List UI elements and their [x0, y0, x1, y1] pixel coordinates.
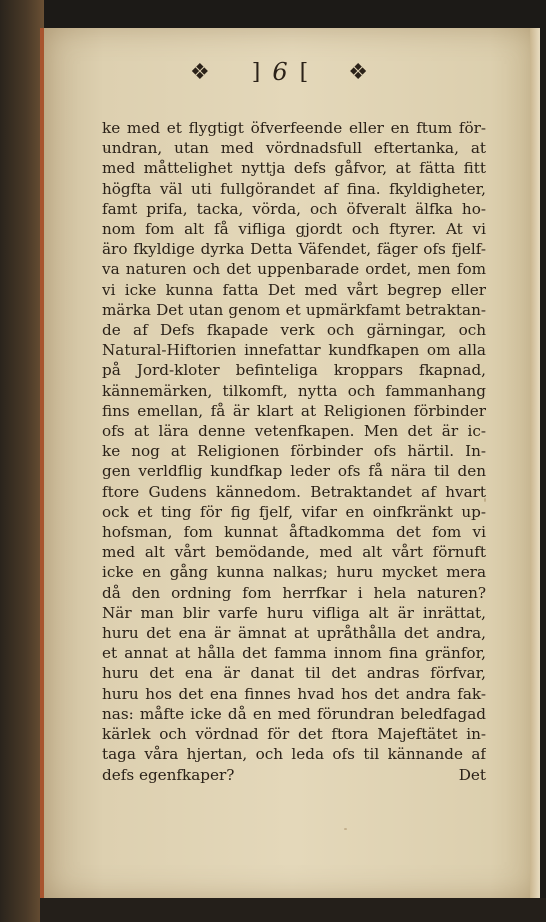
text-line: Natural-Hiftorien innefattar kundfkapen om alla [102, 341, 486, 360]
text-line: huru hos det ena finnes hvad hos det andra fak- [102, 684, 486, 703]
page-number-group [252, 58, 308, 86]
text-line: ke nog at Religionen förbinder ofs härtil. In- [102, 442, 486, 461]
page-number: 6 [272, 58, 288, 86]
text-line: famt prifa, tacka, vörda, och öfveralt älfka ho- [102, 199, 486, 218]
bracket-right: [ [299, 59, 309, 85]
text-line: kärlek och vördnad för det ftora Majeftätet in- [102, 725, 486, 744]
text-line: taga våra hjertan, och leda ofs til kännande af [102, 745, 486, 764]
paper-fleck [344, 828, 347, 830]
text-line: de af Defs fkapade verk och gärningar, och [102, 321, 486, 340]
text-line: nas: måfte icke då en med förundran beledfagad [102, 704, 486, 723]
book-binding [0, 0, 44, 922]
text-line: med måttelighet nyttja defs gåfvor, at fätta fitt [102, 159, 486, 178]
catchword: Det [458, 765, 486, 784]
text-line: då den ordning fom herrfkar i hela naturen? [102, 583, 486, 602]
text-line: ofs at lära denne vetenfkapen. Men det är ic- [102, 422, 486, 441]
text-line: med alt vårt bemödande, med alt vårt förnuft [102, 543, 486, 562]
text-line: undran, utan med vördnadsfull eftertanka, at [102, 139, 486, 158]
text-line: va naturen och det uppenbarade ordet, men fom [102, 260, 486, 279]
ornament-left-icon: ❖ [190, 59, 212, 85]
text-line: hofsman, fom kunnat åftadkomma det fom vi [102, 523, 486, 542]
text-line: ftore Gudens kännedom. Betraktandet af hvart [102, 482, 486, 501]
text-line: kännemärken, tilkomft, nytta och fammanhang [102, 381, 486, 400]
text-line: huru det ena är ämnat at upråthålla det andra, [102, 624, 486, 643]
text-line: När man blir varfe huru vifliga alt är inrättat, [102, 603, 486, 622]
body-text [102, 118, 486, 785]
text-line: märka Det utan genom et upmärkfamt betraktan- [102, 300, 486, 319]
ornament-right-icon: ❖ [348, 59, 370, 85]
page-edge [530, 28, 540, 898]
text-line: huru det ena är danat til det andras förfvar, [102, 664, 486, 683]
text-line: högfta väl uti fullgörandet af fina. fkyldigheter, [102, 179, 486, 198]
bracket-left: ] [251, 59, 261, 85]
text-line: vi icke kunna fatta Det med vårt begrep eller [102, 280, 486, 299]
scan-bottom-shadow [40, 898, 546, 922]
text-line: ke med et flygtigt öfverfeende eller en ftum för- [102, 119, 486, 137]
text-line: på Jord-kloter befinteliga kroppars fkapnad, [102, 361, 486, 380]
text-line: äro fkyldige dyrka Detta Väfendet, fäger ofs fjelf- [102, 240, 486, 259]
text-line: nom fom alt få vifliga gjordt och ftyrer. At vi [102, 220, 486, 239]
text-line: gen verldflig kundfkap leder ofs få nära til den [102, 462, 486, 481]
text-line: icke en gång kunna nalkas; huru mycket mera [102, 563, 486, 582]
text-line: et annat at hålla det famma innom fina gränfor, [102, 644, 486, 663]
text-line: defs egenfkaper? [102, 765, 235, 784]
page-header [130, 52, 430, 92]
text-line: ock et ting för fig fjelf, vifar en oinfkränkt up- [102, 502, 486, 521]
text-line: fins emellan, få är klart at Religionen förbinder [102, 401, 486, 420]
